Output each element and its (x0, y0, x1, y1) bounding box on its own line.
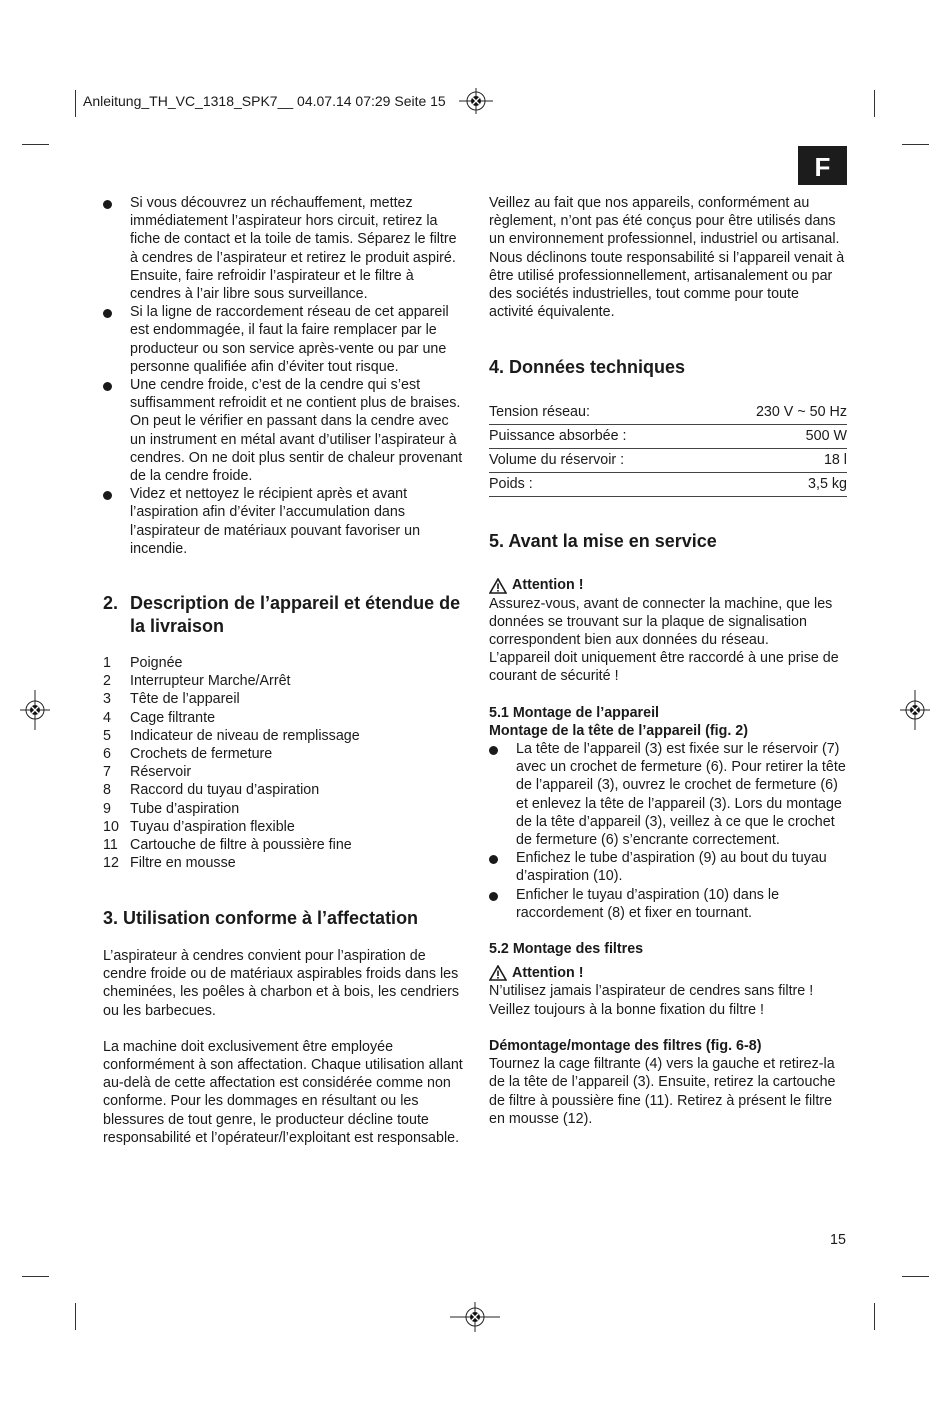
safety-bullet (103, 376, 468, 485)
list-item: 10 Tuyau d’aspiration flexible (103, 818, 295, 835)
registration-mark-icon (459, 88, 493, 114)
table-row: Puissance absorbée : 500 W (489, 424, 847, 448)
left-column (103, 194, 468, 1147)
paragraph: L’appareil doit uniquement être raccordé à une prise de courant de sécurité ! (489, 650, 839, 685)
crop-mark (902, 144, 929, 145)
section-heading (103, 592, 468, 637)
attention-heading: Attention ! (489, 964, 847, 982)
spec-table (489, 401, 847, 497)
crop-mark (75, 1303, 76, 1330)
list-item: 6 Crochets de fermeture (103, 746, 273, 763)
crop-mark (874, 90, 875, 117)
list-item: 5 Indicateur de niveau de remplissage (103, 727, 360, 744)
crop-mark (75, 90, 76, 117)
bullet-icon (103, 491, 112, 500)
table-row: Volume du réservoir : 18 l (489, 448, 847, 472)
paragraph: Veillez toujours à la bonne fixation du filtre ! (489, 1001, 764, 1018)
bullet-icon (489, 746, 498, 755)
instruction-bullet: Enficher le tuyau d’aspiration (10) dans le raccordement (8) et fixer en tournant. (489, 886, 847, 922)
list-item: 8 Raccord du tuyau d’aspiration (103, 782, 320, 799)
bullet-icon (489, 855, 498, 864)
print-slug: Anleitung_TH_VC_1318_SPK7__ 04.07.14 07:29 Seite 15 (83, 93, 446, 109)
attention-heading: Attention ! (489, 576, 847, 594)
instruction-bullet: Enfichez le tube d’aspiration (9) au bout du tuyau d’aspiration (10). (489, 849, 847, 885)
crop-mark (22, 144, 49, 145)
paragraph: N’utilisez jamais l’aspirateur de cendres sans filtre ! (489, 983, 814, 1000)
list-item: 7 Réservoir (103, 764, 192, 781)
bullet-icon (103, 309, 112, 318)
bullet-icon (103, 200, 112, 209)
bullet-icon (489, 892, 498, 901)
section-heading: 4. Données techniques (489, 357, 686, 378)
section-number: 2. (103, 593, 119, 614)
bullet-text: Une cendre froide, c’est de la cendre qui s’est suffisamment refroidit et ne contient plus de braises. On peut le vérifier en passant dans la cendre avec un instrument en métal avant d’utiliser l’aspirateur à cendres. On ne doit plus sentir de chaleur provenant de la cendre froide. (130, 377, 463, 485)
section-heading: 3. Utilisation conforme à l’affectation (103, 907, 419, 928)
list-item: 11 Cartouche de filtre à poussière fine (103, 837, 352, 854)
crop-mark (874, 1303, 875, 1330)
paragraph: La machine doit exclusivement être employée conformément à son affectation. Chaque utilisation allant au-delà de cette affectation est considérée comme non conforme. Pour les dommages en résultant ou les blessures de tout genre, le producteur décline toute responsabilité et l’opérateur/l’exploitant est responsable. (103, 1038, 463, 1146)
paragraph: L’aspirateur à cendres convient pour l’aspiration de cendre froide ou de matériaux aspirables froids dans les cheminées, les poêles à charbon et à bois, les cendriers ou les barbecues. (103, 948, 460, 1019)
section-heading: 5. Avant la mise en service (489, 530, 717, 551)
warning-icon (489, 965, 507, 981)
paragraph: Tournez la cage filtrante (4) vers la gauche et retirez-la de la tête de l’appareil (3). Ensuite, retirez la cartouche de filtre à poussière fine (11). Retirez à présent le filtre en mousse (12). (489, 1056, 836, 1127)
safety-bullet (103, 303, 468, 376)
bullet-icon (103, 382, 112, 391)
list-item: 12 Filtre en mousse (103, 855, 236, 872)
registration-mark-icon (20, 690, 50, 730)
right-column (489, 194, 847, 1128)
section-title: Description de l’appareil et étendue de la livraison (130, 593, 461, 636)
table-row: Poids : 3,5 kg (489, 472, 847, 496)
list-item: 9 Tube d’aspiration (103, 800, 240, 817)
paragraph: Assurez-vous, avant de connecter la machine, que les données se trouvant sur la plaque de signalisation correspondent bien aux données du réseau. (489, 595, 833, 649)
subsection-subheading: Montage de la tête de l’appareil (fig. 2) (489, 722, 748, 739)
paragraph: Veillez au fait que nos appareils, conformément au règlement, n’ont pas été conçus pour être utilisés dans un environnement professionnel, industriel ou artisanal. Nous déclinons toute responsabilité si l’appareil venait à être utilisé professionnellement, artisanalement ou par des sociétés industrielles, tout comme pour toute activité équivalente. (489, 195, 845, 321)
safety-bullet (103, 485, 468, 558)
language-badge: F (798, 146, 847, 185)
subsection-heading: 5.2 Montage des filtres (489, 941, 644, 958)
safety-bullet (103, 194, 468, 303)
bullet-text: Si la ligne de raccordement réseau de cet appareil est endommagée, il faut la faire remplacer par le producteur ou son service après-vente ou par une personne qualifiée afin d’éviter tout risque. (130, 304, 449, 375)
table-row: Tension réseau: 230 V ~ 50 Hz (489, 401, 847, 425)
subsection-heading: 5.1 Montage de l’appareil (489, 704, 660, 721)
instruction-bullet: La tête de l’appareil (3) est fixée sur le réservoir (7) avec un crochet de fermeture (6). Pour retirer la tête de l’appareil (3), ouvrez le crochet de fermeture (6) et enlevez la tête de l’appareil (3). Lors du montage de la tête d’appareil (3), veillez à ce que le crochet de fermeture (6) s’encrante correctement. (489, 740, 847, 849)
registration-mark-icon (900, 690, 930, 730)
parts-list (103, 654, 468, 872)
subsection-heading: Démontage/montage des filtres (fig. 6-8) (489, 1037, 762, 1054)
crop-mark (902, 1276, 929, 1277)
bullet-text: Si vous découvrez un réchauffement, mettez immédiatement l’aspirateur hors circuit, retirez la fiche de contact et la toile de tamis. Séparez le filtre à cendres de l’aspirateur et retirez le produit aspiré. (130, 195, 457, 266)
list-item: 2 Interrupteur Marche/Arrêt (103, 673, 291, 690)
bullet-text: Videz et nettoyez le récipient après et avant l’aspiration afin d’éviter l’accumulation dans l’aspirateur de matériaux pouvant favoriser un incendie. (130, 486, 421, 557)
list-item: 1 Poignée (103, 655, 183, 672)
list-item: 3 Tête de l’appareil (103, 691, 240, 708)
crop-mark (22, 1276, 49, 1277)
registration-mark-icon (450, 1302, 500, 1332)
warning-icon (489, 578, 507, 594)
page-number: 15 (830, 1232, 846, 1248)
bullet-text-continued: Ensuite, faire refroidir l’aspirateur et le filtre à cendres à l’air libre sous surveillance. (130, 267, 414, 303)
list-item: 4 Cage filtrante (103, 709, 216, 726)
